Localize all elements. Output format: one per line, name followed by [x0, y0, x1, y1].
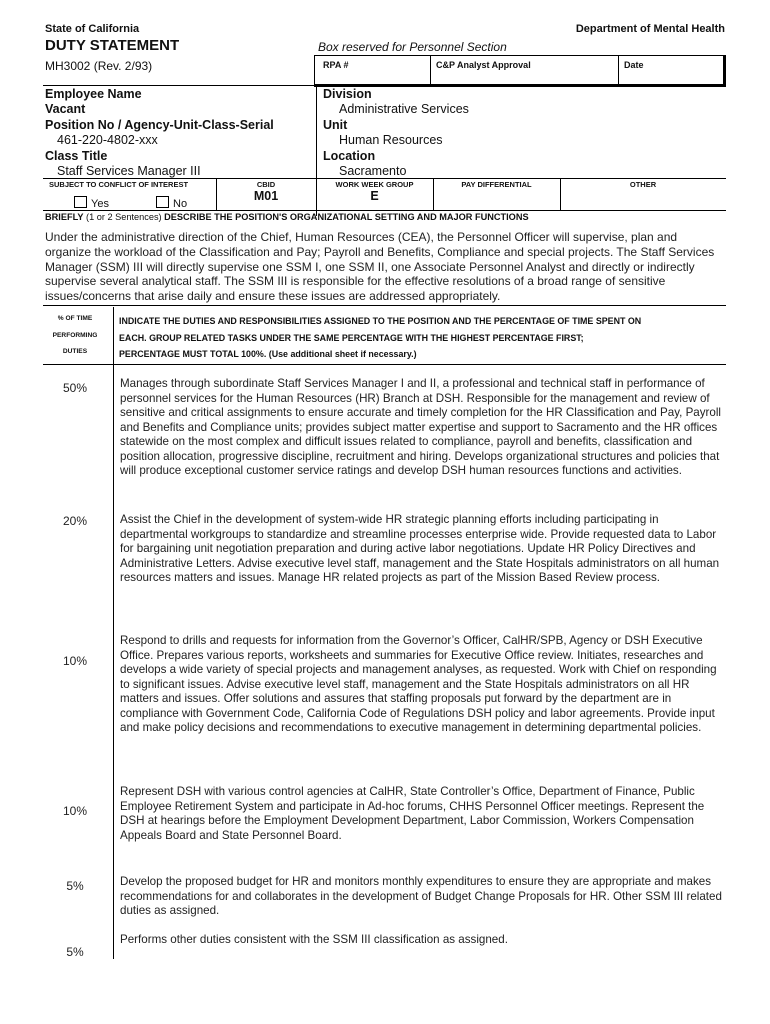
duty-percent: 5%: [66, 879, 84, 893]
employee-name-label: Employee Name: [45, 87, 142, 101]
pay-differential-label: PAY DIFFERENTIAL: [461, 180, 532, 189]
cbid-value: M01: [253, 189, 279, 203]
duty-text: Represent DSH with various control agencies at CalHR, State Controller’s Office, Department of Finance, Public Employee Retirement System and participate in Ad-hoc forums, CHHS Personnel Officer meetings. Represent the DSH at hearings before the Employment Development Department, Labor Commission, Workers Compensation Appeals Board and State Personnel Board.: [120, 785, 705, 842]
pct-header-line3: DUTIES: [62, 348, 88, 355]
divider: [113, 307, 114, 959]
divider: [43, 85, 726, 86]
duty-percent: 50%: [62, 381, 88, 395]
division-value: Administrative Services: [339, 102, 469, 116]
duty-percent: 10%: [62, 804, 88, 818]
conflict-label: SUBJECT TO CONFLICT OF INTEREST: [49, 180, 189, 189]
duty-text: Performs other duties consistent with the SSM III classification as assigned.: [120, 933, 508, 946]
class-title-label: Class Title: [45, 149, 108, 163]
cbid-label: CBID: [256, 180, 276, 189]
divider: [430, 56, 431, 84]
briefly-text: Under the administrative direction of the Chief, Human Resources (CEA), the Personnel Officer will supervise, plan and organize the workload of the Classification and Pay; Payroll and Benefits, Compliance and special projects. The Staff Services Manager (SSM) III will directly supervise one SSM I, one SSM II, one Associate Personnel Analyst and directly or indirectly supervise several analytical staff. The SSM III is responsible for the effective resolutions of a broad range of sensitive issues/concerns that arise daily and ensure these issues are addressed appropriately.: [45, 230, 715, 304]
location-value: Sacramento: [339, 164, 407, 178]
location-label: Location: [323, 149, 376, 163]
form-number: MH3002 (Rev. 2/93): [45, 59, 153, 73]
date-label: Date: [624, 60, 644, 70]
briefly-label: BRIEFLY (1 or 2 Sentences) DESCRIBE THE POSITION'S ORGANIZATIONAL SETTING AND MAJOR FUNCTIONS: [45, 212, 529, 222]
no-checkbox[interactable]: [156, 196, 169, 208]
duty-text: Manages through subordinate Staff Services Manager I and II, a professional and technical staff in performance of personnel services for the Human Resources (HR) Branch at DSH. Responsible for the management and review of sensitive and critical assignments to ensure accurate and timely completion for the HR Classification and Pay, Payroll and Benefits and Compliance units; provides subject matter expertise and support to Sacramento and the HR offices statewide on the most complex and difficult issues related to compliance, payroll and benefits, classification and position allocation, progressive discipline, recruitment and hiring. Develops organizational structures and policies that will produce exceptional customer service ratings and develop DSH human resources functions and activities.: [120, 377, 722, 477]
other-label: OTHER: [629, 180, 657, 189]
no-label: No: [173, 198, 188, 210]
work-week-group-label: WORK WEEK GROUP: [335, 180, 414, 189]
divider: [618, 56, 619, 84]
pct-header-line1: % OF TIME: [57, 315, 93, 322]
duties-instructions: INDICATE THE DUTIES AND RESPONSIBILITIES ASSIGNED TO THE POSITION AND THE PERCENTAGE OF TIME SPENT ON EACH. GROUP RELATED TASKS UNDER THE SAME PERCENTAGE WITH THE HIGHEST PERCENTAGE FIRST; PERCENTAGE MUST TOTAL 100%. (Use additional sheet if necessary.): [119, 316, 642, 359]
unit-value: Human Resources: [339, 133, 443, 147]
division-label: Division: [323, 87, 372, 101]
department-label: Department of Mental Health: [575, 23, 725, 35]
unit-label: Unit: [323, 118, 348, 132]
employee-name-value: Vacant: [45, 102, 86, 116]
divider: [43, 364, 726, 365]
personnel-box: [314, 55, 726, 87]
yes-label: Yes: [91, 198, 109, 210]
duty-percent: 10%: [62, 654, 88, 668]
divider: [43, 305, 726, 306]
duty-text: Develop the proposed budget for HR and monitors monthly expenditures to ensure they are appropriate and makes recommendations for and collaborates in the development of Budget Change Proposals for HR. Other SSM III related duties as assigned.: [120, 875, 722, 917]
page-title: DUTY STATEMENT: [45, 37, 180, 54]
divider: [43, 210, 726, 211]
box-reserved-label: Box reserved for Personnel Section: [318, 40, 507, 54]
duty-text: Respond to drills and requests for information from the Governor’s Officer, CalHR/SPB, Agency or DSH Executive Office. Prepares various reports, worksheets and summaries for Executive Office review. Initiates, researches and develops a wide variety of special projects and management analyses, as requested. Work with Chief on responding to significant issues. Advise executive level staff, management and the State Hospitals administrators on all HR matters and issues. Offer solutions and assures that staffing proposals put forward by the department are in compliance with Government Code, California Code of Regulations DSH policy and labor agreements. Provide input and make policy decisions and recommendations to executive management in determining departmental policies.: [120, 634, 717, 734]
work-week-group-value: E: [370, 189, 379, 203]
state-label: State of California: [45, 23, 140, 35]
class-title-value: Staff Services Manager III: [57, 164, 201, 178]
divider: [43, 178, 726, 179]
pct-header-line2: PERFORMING: [52, 332, 98, 339]
rpa-label: RPA #: [323, 60, 349, 70]
duty-text: Assist the Chief in the development of system-wide HR strategic planning efforts including participating in departmental workgroups to standardize and streamline processes enterprise wide. Provide requested data to Labor for bargaining unit negotiation preparation and during active labor negotiations. Update HR Policy Directives and Administrative Letters. Advise executive level staff, management and the State Hospitals administrators on all human resources matters and issues. Manage HR related projects as part of the Mission Based Review process.: [120, 513, 720, 584]
cp-analyst-label: C&P Analyst Approval: [436, 60, 531, 70]
duty-percent: 20%: [62, 514, 88, 528]
position-value: 461-220-4802-xxx: [57, 133, 158, 147]
yes-checkbox[interactable]: [74, 196, 87, 208]
duty-percent: 5%: [66, 945, 84, 959]
position-label: Position No / Agency-Unit-Class-Serial: [45, 118, 274, 132]
